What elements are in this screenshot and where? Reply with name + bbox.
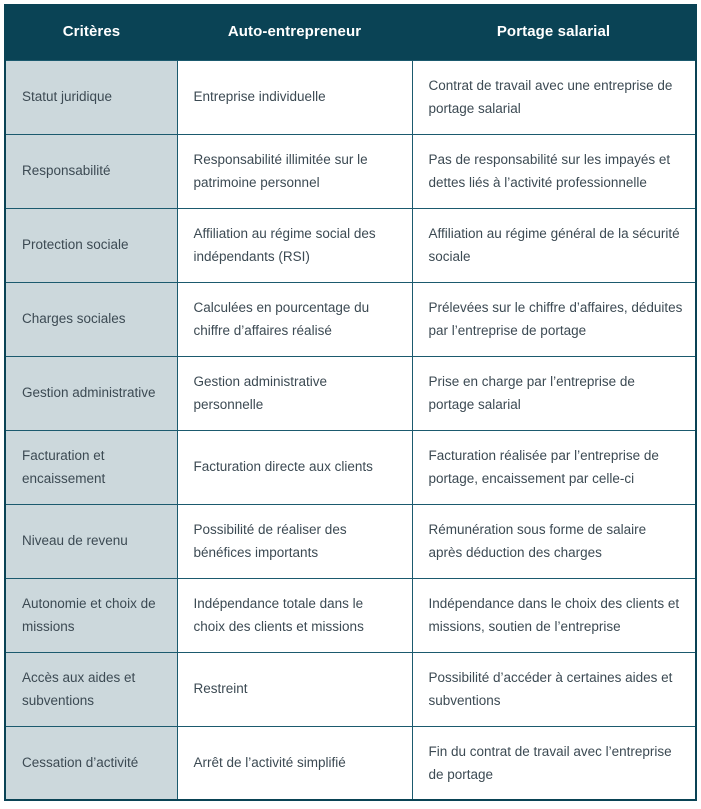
- cell-portage-salarial-text: Facturation réalisée par l’entreprise de portage, encaissement par celle-ci: [428, 447, 659, 486]
- cell-portage-salarial: [412, 60, 696, 134]
- cell-auto-entrepreneur-text: Gestion administrative personnelle: [193, 373, 328, 412]
- cell-portage-salarial-text: Possibilité d’accéder à certaines aides et subventions: [428, 669, 673, 708]
- cell-auto-entrepreneur-text: Responsabilité illimitée sur le patrimoine personnel: [193, 151, 368, 190]
- cell-portage-salarial-text: Prélevées sur le chiffre d’affaires, déduites par l’entreprise de portage: [428, 299, 683, 338]
- cell-auto-entrepreneur-text: Arrêt de l’activité simplifié: [193, 755, 346, 771]
- cell-criteria: [5, 652, 177, 726]
- table-row: [5, 652, 696, 726]
- cell-criteria-text: Responsabilité: [22, 163, 111, 179]
- table-row: [5, 726, 696, 800]
- cell-portage-salarial: [412, 430, 696, 504]
- cell-portage-salarial-text: Contrat de travail avec une entreprise de portage salarial: [428, 77, 673, 116]
- cell-criteria: [5, 430, 177, 504]
- cell-portage-salarial: [412, 726, 696, 800]
- cell-criteria-text: Facturation et encaissement: [22, 447, 106, 486]
- table-row: [5, 430, 696, 504]
- table-row: [5, 504, 696, 578]
- cell-portage-salarial: [412, 652, 696, 726]
- cell-criteria-text: Statut juridique: [22, 89, 113, 105]
- table-row: [5, 60, 696, 134]
- cell-criteria-text: Niveau de revenu: [22, 533, 128, 549]
- table-row: [5, 282, 696, 356]
- cell-portage-salarial: [412, 134, 696, 208]
- column-header-criteria: Critères: [5, 4, 177, 60]
- cell-criteria: [5, 356, 177, 430]
- cell-criteria: [5, 504, 177, 578]
- cell-portage-salarial-text: Affiliation au régime général de la sécurité sociale: [428, 225, 680, 264]
- table-row: [5, 578, 696, 652]
- cell-criteria-text: Charges sociales: [22, 311, 126, 327]
- cell-portage-salarial: [412, 504, 696, 578]
- cell-criteria-text: Autonomie et choix de missions: [22, 595, 156, 634]
- cell-auto-entrepreneur-text: Facturation directe aux clients: [193, 459, 373, 475]
- cell-portage-salarial-text: Prise en charge par l’entreprise de portage salarial: [428, 373, 635, 412]
- cell-criteria: [5, 726, 177, 800]
- cell-auto-entrepreneur: [177, 504, 412, 578]
- cell-criteria-text: Accès aux aides et subventions: [22, 669, 136, 708]
- column-header-auto-entrepreneur: Auto-entrepreneur: [177, 4, 412, 60]
- cell-portage-salarial-text: Indépendance dans le choix des clients et missions, soutien de l’entreprise: [428, 595, 680, 634]
- cell-criteria: [5, 282, 177, 356]
- cell-criteria: [5, 60, 177, 134]
- table-header-row: [5, 4, 696, 60]
- cell-auto-entrepreneur: [177, 430, 412, 504]
- cell-auto-entrepreneur-text: Indépendance totale dans le choix des clients et missions: [193, 595, 364, 634]
- cell-auto-entrepreneur: [177, 134, 412, 208]
- cell-criteria: [5, 578, 177, 652]
- cell-auto-entrepreneur: [177, 578, 412, 652]
- cell-portage-salarial-text: Rémunération sous forme de salaire après déduction des charges: [428, 521, 647, 560]
- cell-auto-entrepreneur: [177, 726, 412, 800]
- cell-auto-entrepreneur-text: Affiliation au régime social des indépendants (RSI): [193, 225, 376, 264]
- cell-portage-salarial: [412, 578, 696, 652]
- cell-portage-salarial: [412, 356, 696, 430]
- cell-auto-entrepreneur-text: Calculées en pourcentage du chiffre d’affaires réalisé: [193, 299, 370, 338]
- cell-auto-entrepreneur: [177, 282, 412, 356]
- table-body: [5, 60, 696, 800]
- cell-auto-entrepreneur: [177, 60, 412, 134]
- cell-auto-entrepreneur: [177, 356, 412, 430]
- cell-auto-entrepreneur: [177, 652, 412, 726]
- table-row: [5, 134, 696, 208]
- cell-auto-entrepreneur-text: Entreprise individuelle: [193, 89, 326, 105]
- cell-auto-entrepreneur-text: Possibilité de réaliser des bénéfices importants: [193, 521, 347, 560]
- cell-criteria: [5, 208, 177, 282]
- table-row: [5, 208, 696, 282]
- cell-portage-salarial-text: Pas de responsabilité sur les impayés et dettes liés à l’activité professionnelle: [428, 151, 671, 190]
- column-header-portage-salarial: Portage salarial: [412, 4, 696, 60]
- cell-auto-entrepreneur-text: Restreint: [193, 681, 248, 697]
- table-header: [5, 4, 696, 60]
- cell-criteria-text: Gestion administrative: [22, 385, 156, 401]
- cell-auto-entrepreneur: [177, 208, 412, 282]
- cell-criteria: [5, 134, 177, 208]
- cell-portage-salarial: [412, 282, 696, 356]
- comparison-table: [4, 4, 697, 801]
- cell-criteria-text: Protection sociale: [22, 237, 129, 253]
- table-row: [5, 356, 696, 430]
- cell-criteria-text: Cessation d’activité: [22, 755, 139, 771]
- cell-portage-salarial: [412, 208, 696, 282]
- cell-portage-salarial-text: Fin du contrat de travail avec l’entreprise de portage: [428, 743, 672, 782]
